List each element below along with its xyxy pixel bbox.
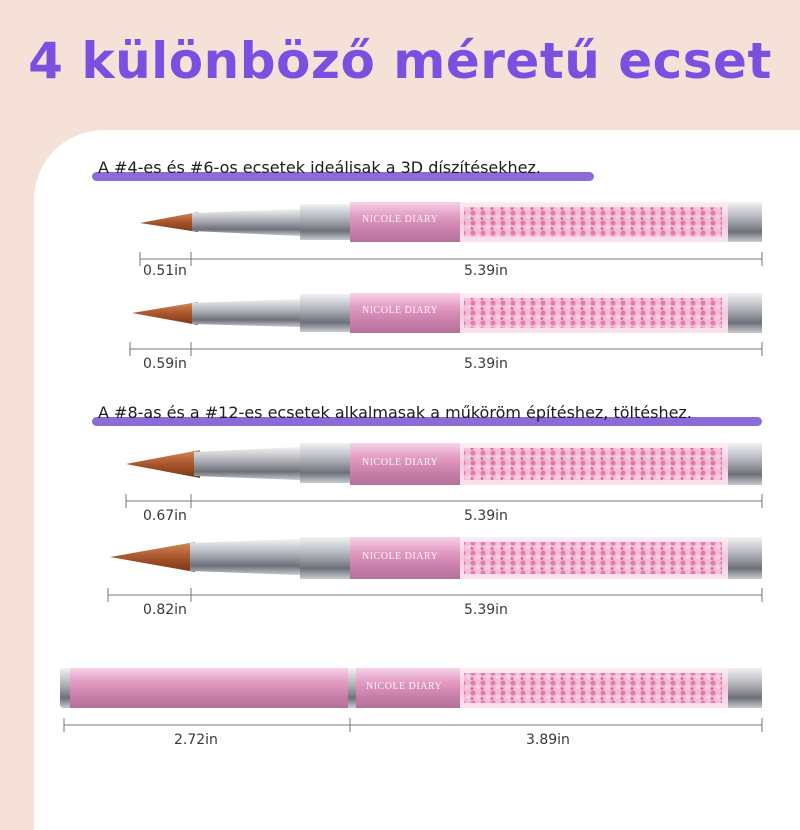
- end-cap: [728, 537, 762, 579]
- gem-band: [464, 298, 722, 328]
- gem-band: [464, 673, 722, 703]
- capped-handle-length: 3.89in: [526, 732, 570, 748]
- gem-band: [464, 448, 722, 480]
- tip-length-4: 0.82in: [143, 602, 187, 618]
- handle-length-4: 5.39in: [464, 602, 508, 618]
- page-title: 4 különböző méretű ecset: [28, 32, 772, 90]
- dimension-lines-3: [126, 494, 762, 508]
- ferrule: [192, 299, 300, 327]
- brand-label: NICOLE DIARY: [366, 681, 443, 692]
- dimension-lines-2: [130, 342, 762, 356]
- end-cap: [728, 443, 762, 485]
- end-cap: [728, 668, 762, 708]
- end-cap: [728, 202, 762, 242]
- note-2: A #8-as és a #12-es ecsetek alkalmasak a műköröm építéshez, töltéshez.: [98, 403, 692, 422]
- handle-length-2: 5.39in: [464, 356, 508, 372]
- cap: [70, 668, 348, 708]
- brush-4: [140, 202, 762, 242]
- dimension-lines-1: [140, 252, 762, 266]
- brand-label: NICOLE DIARY: [362, 305, 439, 316]
- bristle: [132, 302, 198, 325]
- brush-6: [132, 293, 762, 333]
- gem-band: [464, 207, 722, 237]
- dimension-lines-4: [108, 588, 762, 602]
- collar: [300, 443, 350, 483]
- tip-length-3: 0.67in: [143, 508, 187, 524]
- brand-label: NICOLE DIARY: [362, 214, 439, 225]
- end-cap: [728, 293, 762, 333]
- cap-ring: [348, 668, 356, 708]
- cap-length: 2.72in: [174, 732, 218, 748]
- bristle: [140, 212, 198, 232]
- bristle: [110, 542, 195, 572]
- ferrule: [194, 447, 300, 480]
- ferrule: [192, 209, 300, 236]
- ferrule: [190, 539, 300, 575]
- gem-band: [464, 542, 722, 574]
- handle-length-1: 5.39in: [464, 263, 508, 279]
- dimension-lines-5: [64, 718, 762, 732]
- tip-length-2: 0.59in: [143, 356, 187, 372]
- tip-length-1: 0.51in: [143, 263, 187, 279]
- note-1: A #4-es és #6-os ecsetek ideálisak a 3D díszítésekhez.: [98, 158, 541, 177]
- brush-8: [126, 443, 762, 485]
- collar: [300, 537, 350, 579]
- brand-label: NICOLE DIARY: [362, 551, 439, 562]
- brand-label: NICOLE DIARY: [362, 457, 439, 468]
- handle-length-3: 5.39in: [464, 508, 508, 524]
- bristle: [126, 450, 200, 478]
- collar: [300, 204, 350, 240]
- collar: [300, 294, 350, 332]
